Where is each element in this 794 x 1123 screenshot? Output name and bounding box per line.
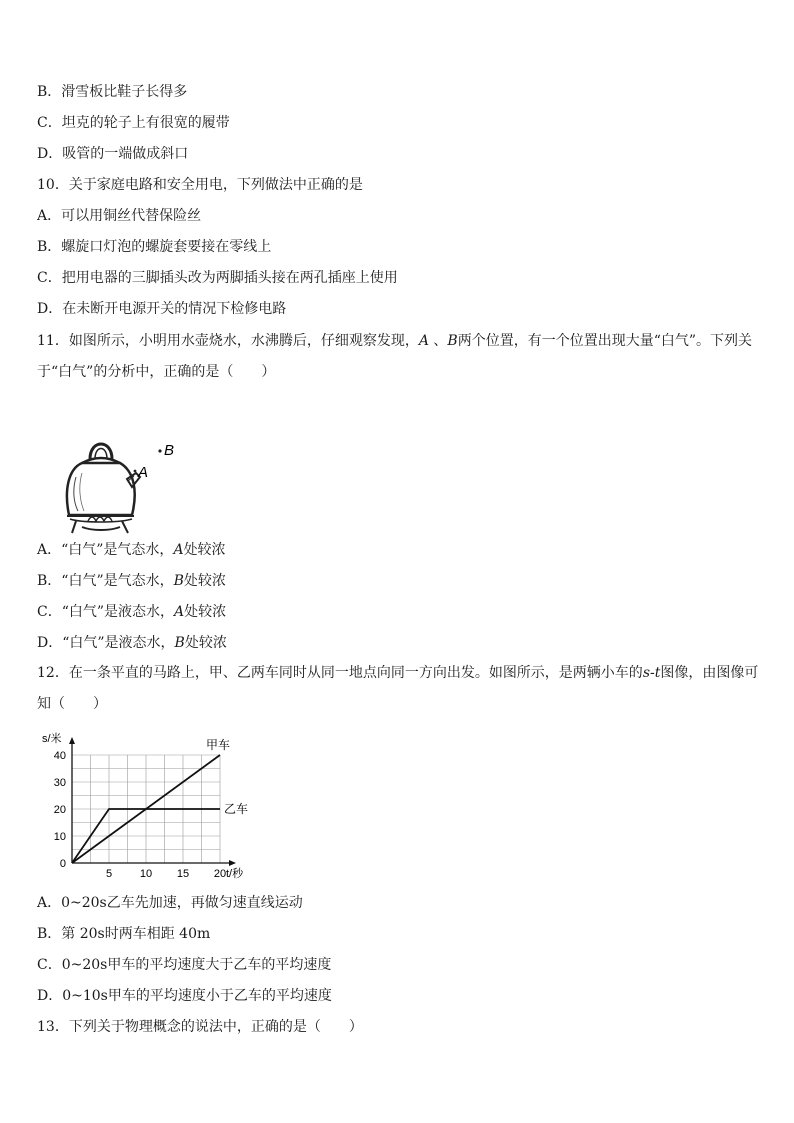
y-tick-label: 10: [53, 831, 66, 843]
point-a-label: A: [138, 464, 149, 481]
x-tick-label: 20: [213, 868, 227, 880]
q11-option-b: B．“白气”是气态水，B处较浓: [37, 573, 226, 589]
x-axis-arrow: [229, 860, 236, 866]
q10-option-a: A．可以用铜丝代替保险丝: [37, 208, 202, 224]
q11-stem: 11．如图所示，小明用水壶烧水，水沸腾后，仔细观察发现，A 、B两个位置，有一个位置出现大量“白气”。下列关于“白气”的分析中，正确的是（ ）: [37, 333, 753, 380]
q9-option-d: D．吸管的一端做成斜口: [37, 146, 189, 162]
y-tick-label: 40: [53, 750, 66, 762]
q12-option-a: A．0~20s乙车先加速，再做匀速直线运动: [37, 895, 303, 911]
q10-option-b: B．螺旋口灯泡的螺旋套要接在零线上: [37, 239, 272, 255]
series-label-2: 乙车: [224, 802, 249, 816]
x-tick-label: 10: [139, 868, 153, 880]
q10-stem: 10．关于家庭电路和安全用电，下列做法中正确的是: [37, 177, 363, 193]
q13-stem: 13．下列关于物理概念的说法中，正确的是（ ）: [37, 1019, 363, 1035]
point-a-marker: [134, 470, 137, 473]
y-axis-label: s/米: [42, 733, 62, 745]
q12-option-d: D．0~10s甲车的平均速度小于乙车的平均速度: [37, 988, 332, 1004]
q9-option-b: B．滑雪板比鞋子长得多: [37, 84, 188, 100]
q9-option-c: C．坦克的轮子上有很宽的履带: [37, 115, 230, 131]
q12-stem: 12．在一条平直的马路上，甲、乙两车同时从同一地点向同一方向出发。如图所示，是两辆小车的s-t图像，由图像可知（ ）: [37, 665, 759, 712]
st-graph: [32, 728, 249, 883]
series-label-1: 甲车: [206, 738, 231, 752]
q11-option-d: D．“白气”是液态水，B处较浓: [37, 635, 227, 651]
point-b-marker: [158, 449, 161, 452]
kettle-figure: [62, 433, 192, 535]
q11-option-c: C．“白气”是液态水，A处较浓: [37, 604, 227, 620]
q12-option-b: B．第 20s时两车相距 40m: [37, 926, 211, 942]
x-tick-label: 5: [105, 868, 113, 880]
point-b-label: B: [164, 442, 175, 459]
x-tick-label: 15: [176, 868, 190, 880]
y-tick-label: 30: [53, 777, 66, 789]
q10-option-c: C．把用电器的三脚插头改为两脚插头接在两孔插座上使用: [37, 270, 398, 286]
q12-option-c: C．0~20s甲车的平均速度大于乙车的平均速度: [37, 957, 332, 973]
y-axis-arrow: [69, 737, 75, 744]
y-tick-label: 20: [53, 804, 66, 816]
q10-option-d: D．在未断开电源开关的情况下检修电路: [37, 301, 287, 317]
q11-option-a: A．“白气”是气态水，A处较浓: [37, 542, 226, 558]
x-axis-label: t/秒: [226, 868, 244, 880]
y-tick-label: 0: [59, 858, 66, 870]
